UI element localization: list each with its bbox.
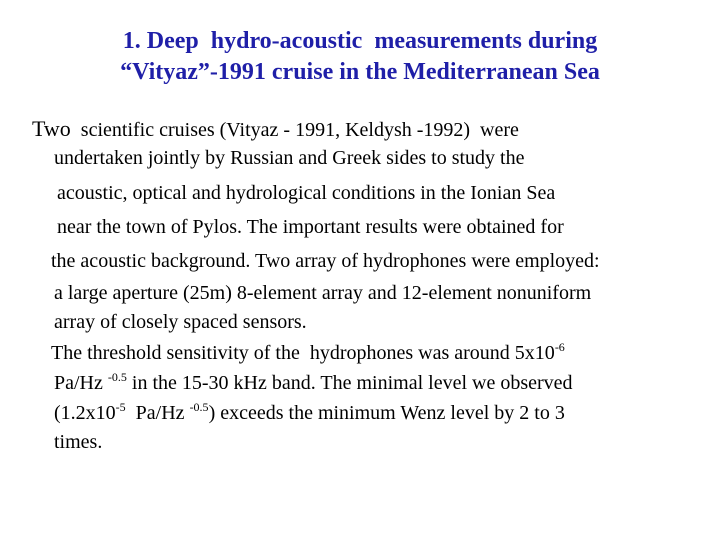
paragraph-2-line-3-text-b: Pa/Hz [125, 402, 190, 424]
paragraph-2-line-1-exponent: -6 [554, 340, 565, 354]
slide-title-line-1: 1. Deep hydro-acoustic measurements during [122, 28, 598, 54]
paragraph-2-line-4: times. [54, 431, 103, 453]
paragraph-1-line-1 [32, 117, 519, 142]
paragraph-2-line-2-text-a: Pa/Hz [54, 372, 108, 394]
paragraph-1-line-7: array of closely spaced sensors. [54, 311, 307, 333]
paragraph-2-line-2-text-b: in the 15-30 kHz band. The minimal level we observed [126, 372, 573, 394]
paragraph-2-line-2-exponent: -0.5 [107, 370, 127, 384]
paragraph-1-line-2: undertaken jointly by Russian and Greek sides to study the [54, 147, 525, 169]
slide-title-line-2: “Vityaz”-1991 cruise in the Mediterranean Sea [120, 59, 600, 85]
paragraph-1-line-5: the acoustic background. Two array of hydrophones were employed: [51, 250, 600, 272]
paragraph-2-line-3-text-a: (1.2x10 [54, 402, 116, 424]
paragraph-2-line-3 [54, 401, 565, 425]
paragraph-1-first-word: Two [32, 116, 71, 141]
paragraph-1-line-4: near the town of Pylos. The important results were obtained for [57, 216, 564, 238]
paragraph-1-line-3: acoustic, optical and hydrological conditions in the Ionian Sea [57, 182, 556, 204]
paragraph-1-line-1-rest: scientific cruises (Vityaz - 1991, Keldysh -1992) were [70, 119, 519, 141]
paragraph-1-line-6: a large aperture (25m) 8-element array and 12-element nonuniform [54, 282, 592, 304]
paragraph-2-line-3-exponent-1: -5 [115, 400, 126, 414]
paragraph-2-line-3-text-c: ) exceeds the minimum Wenz level by 2 to 3 [208, 402, 565, 424]
paragraph-2-line-2 [54, 371, 573, 395]
paragraph-2-line-1-text: The threshold sensitivity of the hydrophones was around 5x10 [51, 342, 555, 364]
slide-title [0, 26, 720, 88]
paragraph-2-line-3-exponent-2: -0.5 [189, 400, 209, 414]
paragraph-2-line-1 [51, 341, 565, 365]
